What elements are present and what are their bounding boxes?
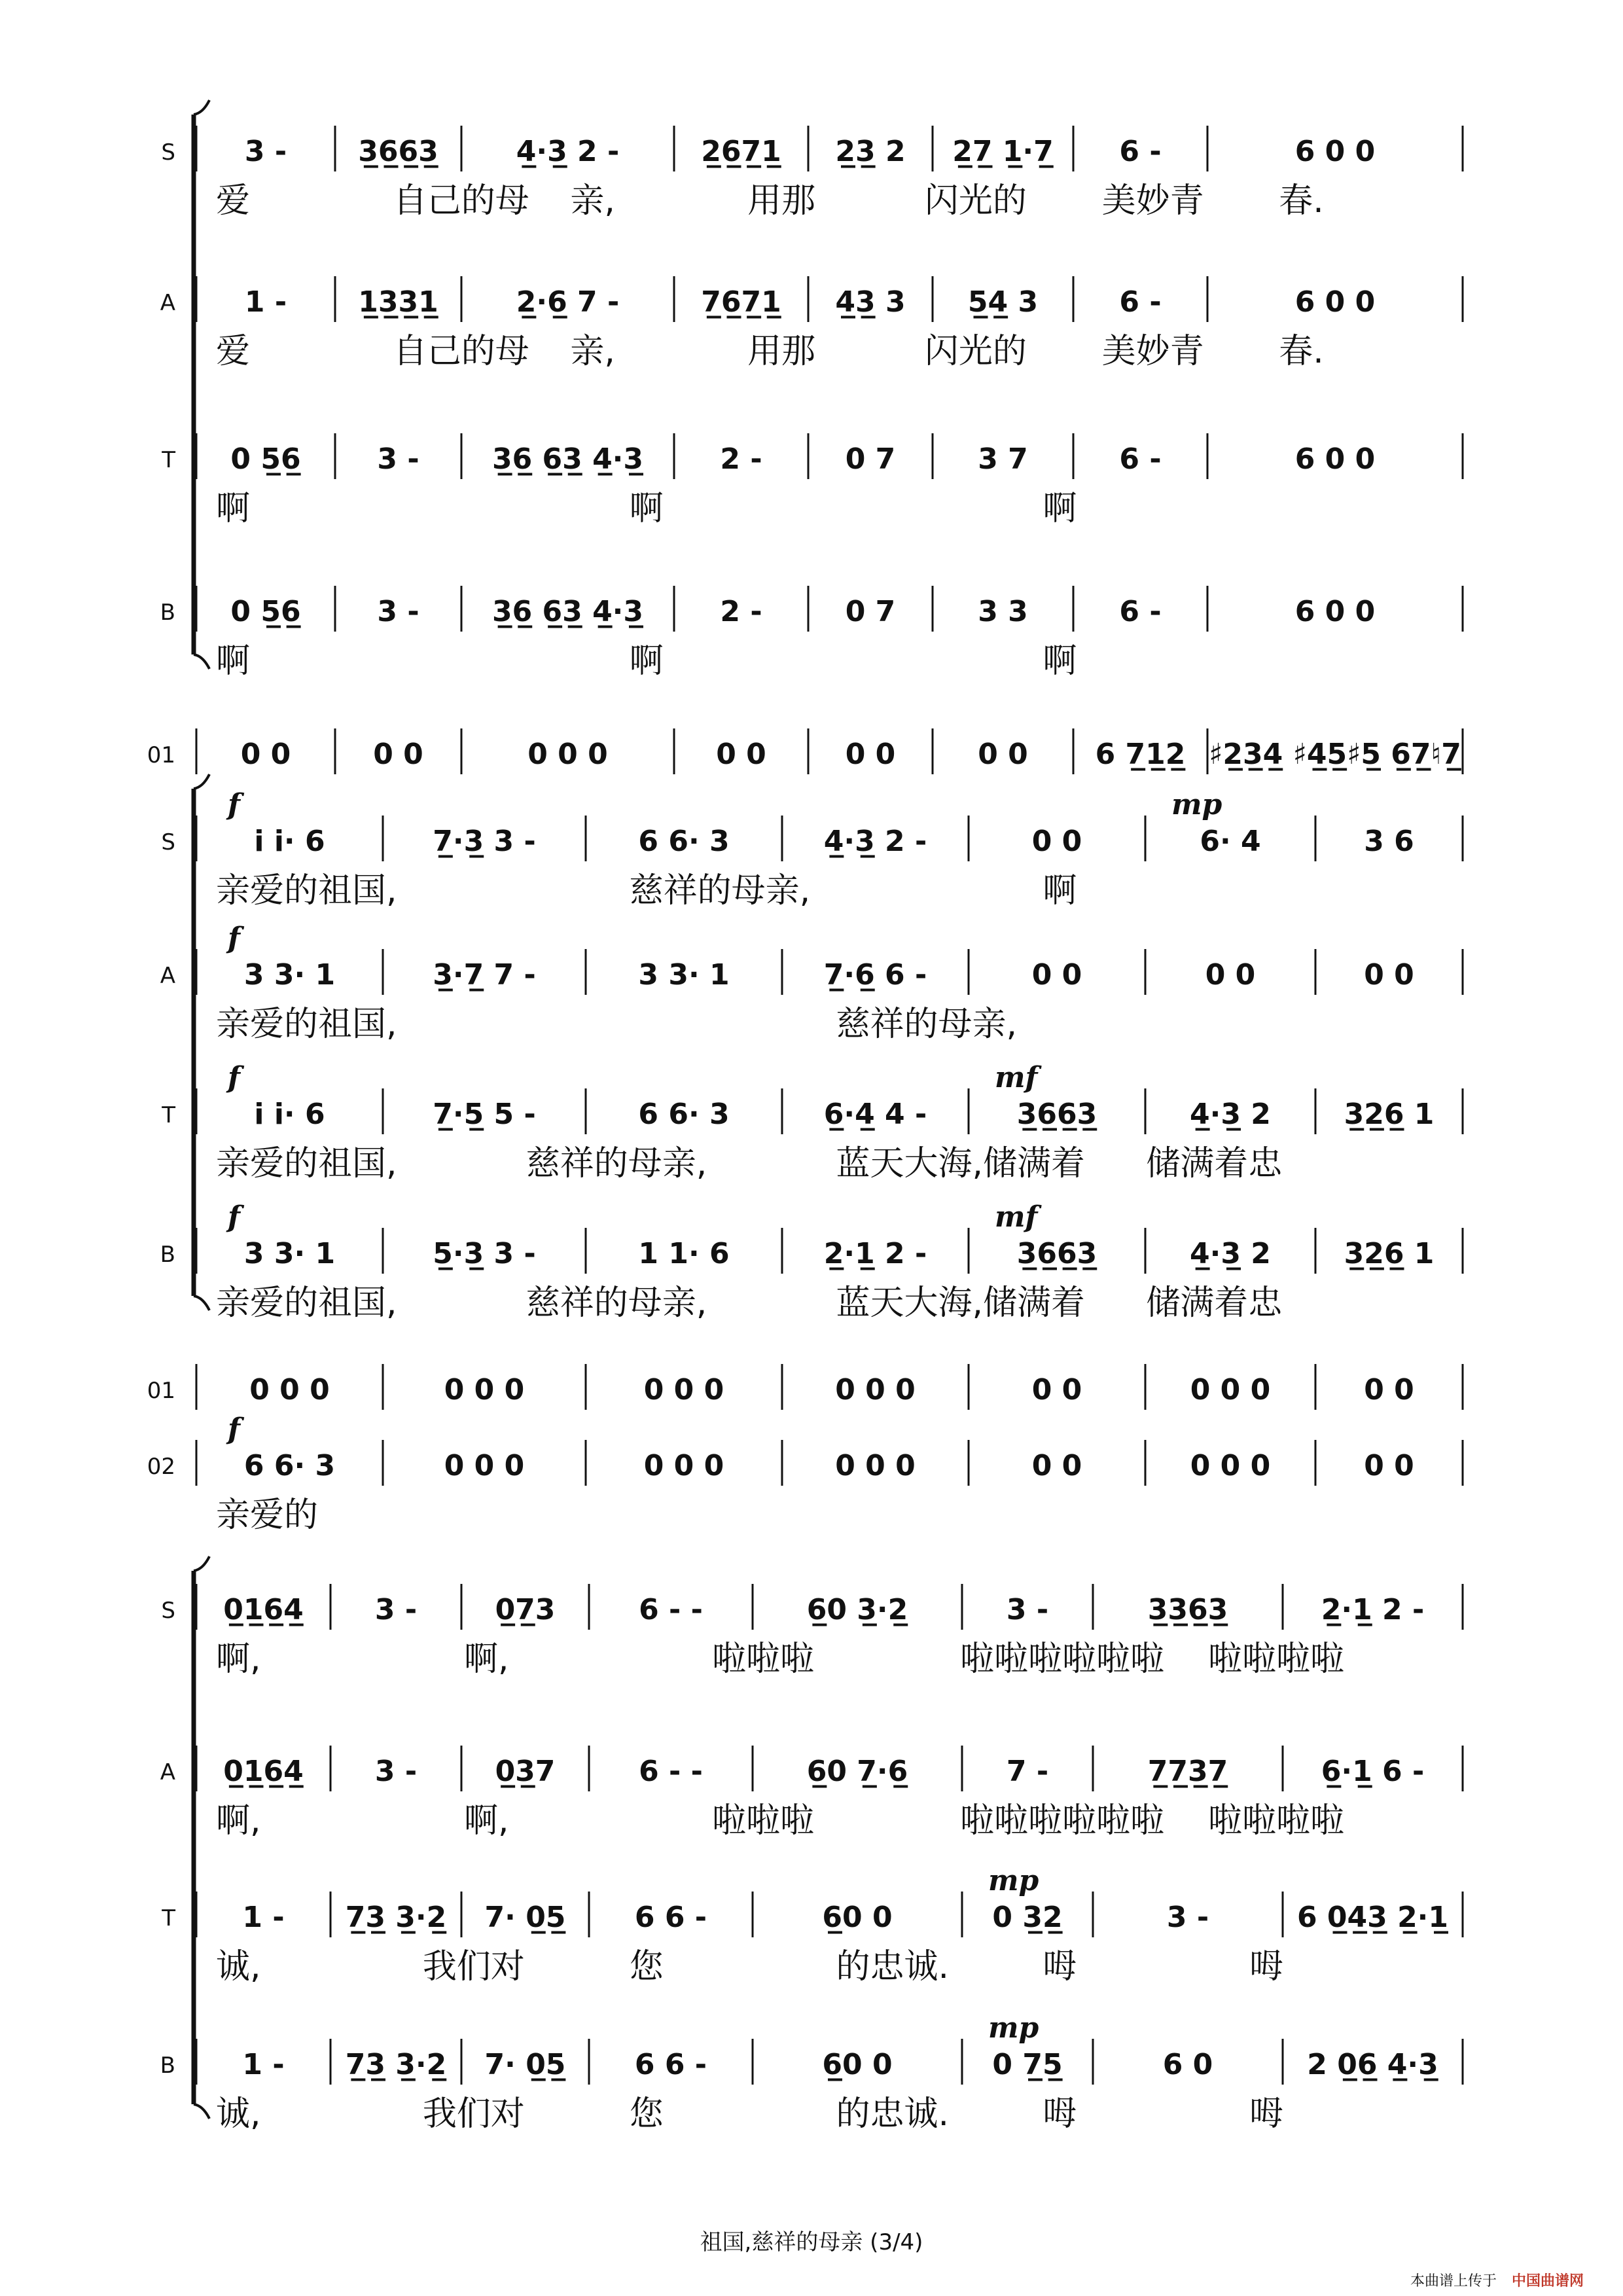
lyric-text: 呣 bbox=[1043, 1947, 1077, 1986]
lyric-text: 啊 bbox=[629, 489, 664, 528]
measure-notes: 0 0 0 bbox=[444, 1449, 525, 1482]
lyric-text: 的忠诚. bbox=[836, 2094, 950, 2134]
measure-notes: 3̲2̲6̲ 1 bbox=[1344, 1237, 1435, 1270]
measure-notes: 3̲6̲6̲3̲ bbox=[358, 135, 438, 168]
staff-S bbox=[161, 126, 1463, 221]
lyric-text: 慈祥的母亲, bbox=[629, 871, 811, 910]
measure-notes: 6 6· 3 bbox=[638, 1098, 730, 1131]
measure-notes: 0 0 bbox=[978, 738, 1028, 771]
staff-B bbox=[160, 586, 1463, 681]
measure-notes: 6̲0 7̲·6̲ bbox=[806, 1755, 908, 1788]
dynamic-mark: mp bbox=[988, 2011, 1039, 2045]
measure-notes: 2 - bbox=[720, 442, 762, 476]
staff-T bbox=[161, 433, 1463, 528]
lyric-text: 的忠诚. bbox=[836, 1947, 950, 1986]
measure-notes: 7̲·5̲ 5 - bbox=[433, 1098, 536, 1131]
lyric-text: 自己的母 bbox=[393, 181, 529, 221]
measure-notes: 0 3̲2̲ bbox=[992, 1901, 1063, 1934]
part-label: 01 bbox=[147, 1378, 175, 1404]
lyric-text: 诚, bbox=[216, 2094, 261, 2134]
measure-notes: 6 - bbox=[1119, 595, 1162, 628]
measure-notes: 6 0̲4̲3̲ 2̲·1̲ bbox=[1296, 1901, 1449, 1934]
measure-notes: 0̲3̲7 bbox=[495, 1755, 556, 1788]
measure-notes: 3 - bbox=[374, 1755, 418, 1788]
part-label: T bbox=[162, 447, 175, 473]
measure-notes: 0 0 bbox=[1031, 958, 1082, 992]
lyric-text: 啊, bbox=[464, 1801, 509, 1840]
lyric-text: 用那 bbox=[747, 332, 816, 371]
part-label: S bbox=[161, 139, 175, 166]
part-label: T bbox=[162, 1102, 175, 1128]
measure-notes: 4̲·3̲ 2 bbox=[1190, 1098, 1271, 1131]
bracket-hook bbox=[194, 1556, 209, 2119]
measure-notes: 0 0 bbox=[1031, 1449, 1082, 1482]
system-1 bbox=[147, 100, 1463, 774]
measure-notes: 6 6 - bbox=[634, 2048, 707, 2081]
measure-notes: 2 - bbox=[720, 595, 762, 628]
measure-notes: 3 3· 1 bbox=[638, 958, 730, 992]
measure-notes: 6 - bbox=[1119, 285, 1162, 319]
measure-notes: 1 - bbox=[242, 2048, 285, 2081]
measure-notes: 2̲·6̲ 7 - bbox=[516, 285, 620, 319]
lyric-text: 呣 bbox=[1249, 1947, 1284, 1986]
lyric-text: 啊 bbox=[216, 489, 251, 528]
measure-notes: 2 0̲6̲ 4̲·3̲ bbox=[1307, 2048, 1438, 2081]
dynamic-mark: f bbox=[228, 922, 240, 955]
staff-A bbox=[160, 276, 1463, 371]
part-label: S bbox=[161, 829, 175, 855]
measure-notes: 0 0 bbox=[845, 738, 896, 771]
measure-notes: 6 6 - bbox=[634, 1901, 707, 1934]
lyric-text: 美妙青 bbox=[1101, 181, 1204, 221]
page-footer: 祖国,慈祥的母亲 (3/4) bbox=[700, 2229, 923, 2255]
measure-notes: 3̲6̲6̲3̲ bbox=[1016, 1098, 1097, 1131]
part-label: B bbox=[160, 2053, 175, 2079]
lyric-text: 爱 bbox=[216, 332, 251, 371]
measure-notes: 6 7̲1̲2̲ bbox=[1095, 738, 1186, 771]
lyric-text: 储满着忠 bbox=[1146, 1283, 1283, 1323]
staff-01 bbox=[147, 728, 1463, 774]
lyric-text: 啊 bbox=[216, 641, 251, 681]
system-2 bbox=[147, 774, 1463, 1535]
measure-notes: 2̲·1̲ 2 - bbox=[823, 1237, 927, 1270]
lyric-text: 啦啦啦啦啦啦 bbox=[960, 1640, 1165, 1679]
lyric-text: 啊 bbox=[1043, 489, 1077, 528]
dynamic-mark: f bbox=[228, 1412, 240, 1446]
lyric-text: 啦啦啦 bbox=[712, 1801, 815, 1840]
lyric-text: 啦啦啦啦 bbox=[1208, 1801, 1345, 1840]
dynamic-mark: f bbox=[228, 1061, 240, 1094]
measure-notes: 2̲6̲7̲1̲ bbox=[701, 135, 781, 168]
staff-T bbox=[161, 1864, 1463, 1986]
lyric-text: 蓝天大海,储满着 bbox=[836, 1144, 1086, 1183]
dynamic-mark: f bbox=[228, 788, 240, 821]
measure-notes: 3 - bbox=[377, 595, 419, 628]
lyric-text: 亲爱的祖国, bbox=[216, 1144, 397, 1183]
measure-notes: 0 7 bbox=[845, 442, 896, 476]
measure-notes: 0 0 bbox=[240, 738, 291, 771]
measure-notes: 3̲6̲6̲3̲ bbox=[1016, 1237, 1097, 1270]
measure-notes: 0 5̲6̲ bbox=[230, 442, 301, 476]
dynamic-mark: mp bbox=[1171, 788, 1222, 821]
measure-notes: 1 - bbox=[242, 1901, 285, 1934]
measure-notes: 3 3· 1 bbox=[243, 1237, 336, 1270]
lyric-text: 蓝天大海,储满着 bbox=[836, 1283, 1086, 1323]
measure-notes: i i· 6 bbox=[254, 1098, 325, 1131]
measure-notes: 0 0 0 bbox=[527, 738, 608, 771]
measure-notes: 0̲1̲6̲4̲ bbox=[223, 1593, 304, 1626]
measure-notes: 7̲·6̲ 6 - bbox=[823, 958, 927, 992]
lyric-text: 亲爱的 bbox=[216, 1496, 319, 1535]
measure-notes: 3 - bbox=[1006, 1593, 1049, 1626]
lyric-text: 啊, bbox=[464, 1640, 509, 1679]
measure-notes: 6̲·4̲ 4 - bbox=[823, 1098, 927, 1131]
lyric-text: 春. bbox=[1279, 332, 1324, 371]
measure-notes: 6 - bbox=[1119, 135, 1162, 168]
measure-notes: 0 0 bbox=[373, 738, 423, 771]
measure-notes: 6 0 0 bbox=[1294, 595, 1376, 628]
measure-notes: 0 0 0 bbox=[643, 1373, 724, 1407]
lyric-text: 亲爱的祖国, bbox=[216, 1005, 397, 1044]
staff-S bbox=[161, 1584, 1463, 1679]
lyric-text: 呣 bbox=[1249, 2094, 1284, 2134]
measure-notes: 6 0 0 bbox=[1294, 135, 1376, 168]
measure-notes: ♯2̲3̲4̲ ♯4̲5̲♯5̲ 6̲7̲♮7̲ bbox=[1209, 738, 1461, 771]
measure-notes: 6 6· 3 bbox=[638, 825, 730, 858]
part-label: S bbox=[161, 1598, 175, 1624]
watermark-site: 中国曲谱网 bbox=[1512, 2273, 1584, 2289]
measure-notes: 6 - - bbox=[639, 1593, 703, 1626]
music-notation bbox=[147, 100, 1463, 2134]
measure-notes: 7· 0̲5̲ bbox=[484, 2048, 566, 2081]
lyric-text: 啦啦啦 bbox=[712, 1640, 815, 1679]
part-label: B bbox=[160, 1242, 175, 1268]
system-3 bbox=[160, 1556, 1463, 2134]
measure-notes: 5̲·3̲ 3 - bbox=[433, 1237, 536, 1270]
part-label: B bbox=[160, 600, 175, 626]
staff-S bbox=[161, 788, 1463, 910]
measure-notes: 6 6· 3 bbox=[243, 1449, 336, 1482]
lyric-text: 春. bbox=[1279, 181, 1324, 221]
lyric-text: 啊, bbox=[216, 1640, 261, 1679]
measure-notes: 7̲7̲3̲7̲ bbox=[1147, 1755, 1228, 1788]
lyric-text: 啊 bbox=[1043, 871, 1077, 910]
lyric-text: 啦啦啦啦 bbox=[1208, 1640, 1345, 1679]
measure-notes: 4̲·3̲ 2 bbox=[1190, 1237, 1271, 1270]
lyric-text: 我们对 bbox=[422, 1947, 525, 1986]
lyric-text: 慈祥的母亲, bbox=[526, 1144, 707, 1183]
measure-notes: 6̲0 3̲·2̲ bbox=[806, 1593, 908, 1626]
measure-notes: 6 0 bbox=[1162, 2048, 1213, 2081]
measure-notes: 3 - bbox=[377, 442, 419, 476]
part-label: 01 bbox=[147, 742, 175, 768]
lyric-text: 慈祥的母亲, bbox=[836, 1005, 1018, 1044]
lyric-text: 诚, bbox=[216, 1947, 261, 1986]
measure-notes: 3 3 bbox=[978, 595, 1028, 628]
measure-notes: 1 1· 6 bbox=[638, 1237, 730, 1270]
dynamic-mark: mf bbox=[995, 1200, 1038, 1234]
lyric-text: 啊 bbox=[629, 641, 664, 681]
measure-notes: 0 0 bbox=[1364, 1373, 1414, 1407]
lyric-text: 自己的母 bbox=[393, 332, 529, 371]
lyric-text: 呣 bbox=[1043, 2094, 1077, 2134]
bracket-hook bbox=[194, 100, 209, 669]
measure-notes: 3̲2̲6̲ 1 bbox=[1344, 1098, 1435, 1131]
measure-notes: 0 0 0 bbox=[444, 1373, 525, 1407]
measure-notes: 0 0 0 bbox=[249, 1373, 330, 1407]
dynamic-mark: f bbox=[228, 1200, 240, 1234]
measure-notes: 5̲4̲ 3 bbox=[967, 285, 1039, 319]
measure-notes: 6̲·1̲ 6 - bbox=[1321, 1755, 1425, 1788]
measure-notes: 3̲3̲6̲3̲ bbox=[1147, 1593, 1228, 1626]
measure-notes: 4̲3̲ 3 bbox=[835, 285, 906, 319]
measure-notes: 3 7 bbox=[978, 442, 1028, 476]
measure-notes: 1̲3̲3̲1̲ bbox=[358, 285, 438, 319]
measure-notes: 6 0 0 bbox=[1294, 442, 1376, 476]
measure-notes: 0 5̲6̲ bbox=[230, 595, 301, 628]
lyric-text: 闪光的 bbox=[924, 332, 1027, 371]
measure-notes: 0 0 bbox=[1364, 958, 1414, 992]
part-label: A bbox=[160, 963, 175, 989]
measure-notes: 0 7̲5̲ bbox=[992, 2048, 1063, 2081]
measure-notes: 3 - bbox=[244, 135, 287, 168]
part-label: A bbox=[160, 1759, 175, 1785]
measure-notes: 0 0 0 bbox=[835, 1449, 916, 1482]
lyric-text: 亲爱的祖国, bbox=[216, 871, 397, 910]
measure-notes: 0 0 0 bbox=[1190, 1373, 1271, 1407]
measure-notes: 4̲·3̲ 2 - bbox=[516, 135, 620, 168]
measure-notes: 1 - bbox=[244, 285, 287, 319]
measure-notes: 6 - - bbox=[639, 1755, 703, 1788]
measure-notes: 7 - bbox=[1006, 1755, 1049, 1788]
lyric-text: 用那 bbox=[747, 181, 816, 221]
watermark-text: 本曲谱上传于 bbox=[1410, 2273, 1497, 2289]
measure-notes: 0 0 bbox=[1364, 1449, 1414, 1482]
measure-notes: 0 7 bbox=[845, 595, 896, 628]
part-label: 02 bbox=[147, 1454, 175, 1480]
measure-notes: 7̲·3̲ 3 - bbox=[433, 825, 536, 858]
dynamic-mark: mp bbox=[988, 1864, 1039, 1897]
lyric-text: 啊, bbox=[216, 1801, 261, 1840]
part-label: A bbox=[160, 290, 175, 316]
measure-notes: 3 3· 1 bbox=[243, 958, 336, 992]
measure-notes: 2̲·1̲ 2 - bbox=[1321, 1593, 1425, 1626]
measure-notes: 6 - bbox=[1119, 442, 1162, 476]
lyric-text: 储满着忠 bbox=[1146, 1144, 1283, 1183]
measure-notes: 6 0 0 bbox=[1294, 285, 1376, 319]
staff-A bbox=[160, 922, 1463, 1044]
lyric-text: 闪光的 bbox=[924, 181, 1027, 221]
measure-notes: 0 0 0 bbox=[835, 1373, 916, 1407]
lyric-text: 啦啦啦啦啦啦 bbox=[960, 1801, 1165, 1840]
lyric-text: 慈祥的母亲, bbox=[526, 1283, 707, 1323]
lyric-text: 您 bbox=[629, 2094, 664, 2134]
measure-notes: 3 6 bbox=[1364, 825, 1414, 858]
lyric-text: 我们对 bbox=[422, 2094, 525, 2134]
lyric-text: 爱 bbox=[216, 181, 251, 221]
watermark bbox=[1410, 2272, 1584, 2289]
lyric-text: 亲, bbox=[570, 332, 615, 371]
staff-T bbox=[161, 1061, 1463, 1183]
measure-notes: 6̲0 0 bbox=[822, 2048, 893, 2081]
measure-notes: 6· 4 bbox=[1200, 825, 1261, 858]
lyric-text: 您 bbox=[629, 1947, 664, 1986]
measure-notes: 3̲6̲ 6̲3̲ 4̲·3̲ bbox=[491, 442, 644, 476]
measure-notes: 0 0 bbox=[1031, 825, 1082, 858]
measure-notes: 3̲6̲ 6̲3̲ 4̲·3̲ bbox=[491, 595, 644, 628]
measure-notes: i i· 6 bbox=[254, 825, 325, 858]
measure-notes: 0 0 bbox=[716, 738, 766, 771]
lyric-text: 亲, bbox=[570, 181, 615, 221]
measure-notes: 7̲3̲ 3̲·2̲ bbox=[345, 1901, 447, 1934]
staff-B bbox=[160, 2011, 1463, 2134]
staff-B bbox=[160, 1200, 1463, 1323]
measure-notes: 2̲7̲ 1̲·7̲ bbox=[952, 135, 1054, 168]
measure-notes: 0 0 bbox=[1031, 1373, 1082, 1407]
part-label: T bbox=[162, 1905, 175, 1931]
measure-notes: 3 - bbox=[374, 1593, 418, 1626]
measure-notes: 7̲3̲ 3̲·2̲ bbox=[345, 2048, 447, 2081]
measure-notes: 0 0 bbox=[1205, 958, 1256, 992]
measure-notes: 4̲·3̲ 2 - bbox=[823, 825, 927, 858]
measure-notes: 6̲0 0 bbox=[822, 1901, 893, 1934]
staff-01 bbox=[147, 1364, 1463, 1410]
lyric-text: 亲爱的祖国, bbox=[216, 1283, 397, 1323]
measure-notes: 0̲1̲6̲4̲ bbox=[223, 1755, 304, 1788]
measure-notes: 0 0 0 bbox=[643, 1449, 724, 1482]
measure-notes: 7· 0̲5̲ bbox=[484, 1901, 566, 1934]
measure-notes: 0̲7̲3 bbox=[495, 1593, 556, 1626]
measure-notes: 7̲6̲7̲1̲ bbox=[701, 285, 781, 319]
measure-notes: 3 - bbox=[1166, 1901, 1209, 1934]
dynamic-mark: mf bbox=[995, 1061, 1038, 1094]
lyric-text: 啊 bbox=[1043, 641, 1077, 681]
staff-A bbox=[160, 1746, 1463, 1840]
lyric-text: 美妙青 bbox=[1101, 332, 1204, 371]
measure-notes: 3̲·7̲ 7 - bbox=[433, 958, 536, 992]
staff-02 bbox=[147, 1412, 1463, 1535]
measure-notes: 2̲3̲ 2 bbox=[835, 135, 906, 168]
measure-notes: 0 0 0 bbox=[1190, 1449, 1271, 1482]
